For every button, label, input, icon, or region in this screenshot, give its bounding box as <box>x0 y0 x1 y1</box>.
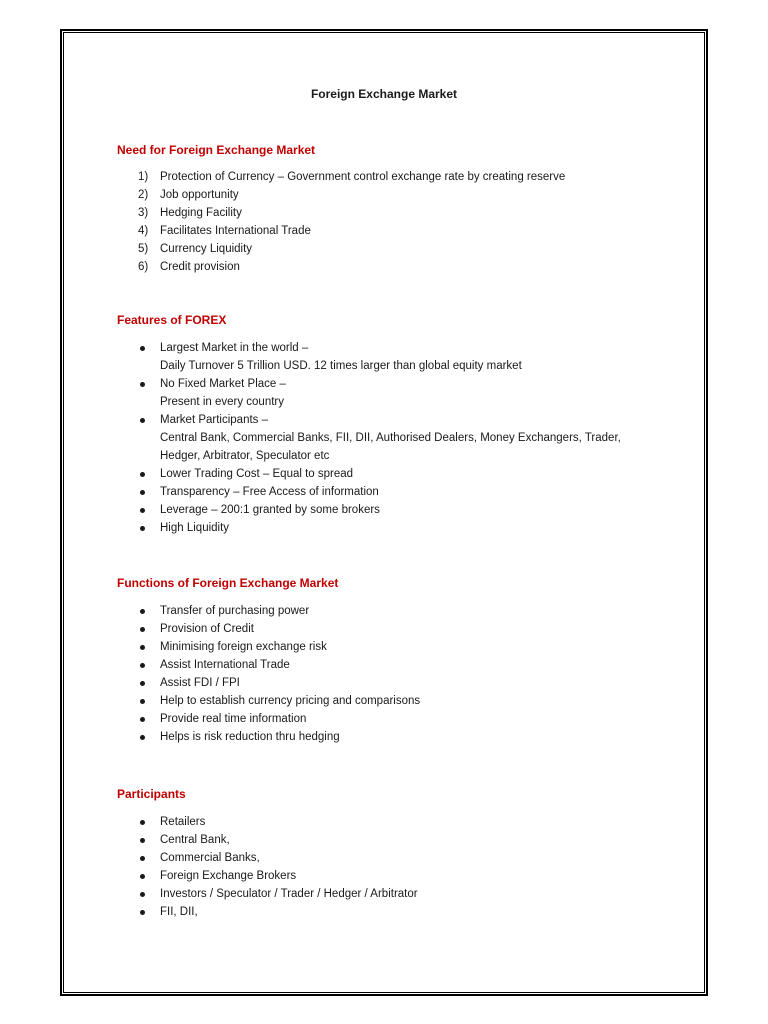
list-item-text: Market Participants – <box>160 414 269 426</box>
bullet-icon <box>140 508 145 513</box>
list-item <box>0 465 621 483</box>
list-item-text: Commercial Banks, <box>160 852 260 864</box>
list-item-text: Credit provision <box>160 261 240 273</box>
list-item <box>0 638 420 656</box>
bullet-icon <box>140 838 145 843</box>
bullet-icon <box>140 472 145 477</box>
list-item-text: Helps is risk reduction thru hedging <box>160 731 340 743</box>
list-item-text: Help to establish currency pricing and comparisons <box>160 695 421 707</box>
list-item <box>0 483 621 501</box>
bullet-icon <box>140 663 145 668</box>
list-item-text: Provision of Credit <box>160 623 254 635</box>
list-item-text: FII, DII, <box>160 906 198 918</box>
bullet-icon <box>140 892 145 897</box>
list-item <box>0 710 420 728</box>
list-item <box>0 411 621 465</box>
list-item-text: Investors / Speculator / Trader / Hedger / Arbitrator <box>160 888 418 900</box>
need-heading: Need for Foreign Exchange Market <box>117 143 316 157</box>
list-item-text: Largest Market in the world – <box>160 342 309 354</box>
list-item <box>0 339 621 375</box>
features-list <box>0 339 621 537</box>
bullet-icon <box>140 856 145 861</box>
list-item <box>0 849 418 867</box>
list-item-detail: Hedger, Arbitrator, Speculator etc <box>160 450 330 462</box>
list-item <box>0 240 565 258</box>
need-list <box>0 168 565 276</box>
list-item-text: Assist International Trade <box>160 659 290 671</box>
list-item-text: No Fixed Market Place – <box>160 378 286 390</box>
list-item-text: Lower Trading Cost – Equal to spread <box>160 468 354 480</box>
list-item <box>0 692 420 710</box>
list-item <box>0 519 621 537</box>
list-number: 3) <box>138 207 149 219</box>
list-item-text: Retailers <box>160 816 206 828</box>
bullet-icon <box>140 382 145 387</box>
bullet-icon <box>140 418 145 423</box>
list-item-text: Protection of Currency – Government control exchange rate by creating reserve <box>160 171 566 183</box>
bullet-icon <box>140 346 145 351</box>
features-heading: Features of FOREX <box>117 313 227 327</box>
list-item-text: High Liquidity <box>160 522 230 534</box>
list-item <box>0 375 621 411</box>
list-item-text: Central Bank, <box>160 834 230 846</box>
list-item <box>0 903 418 921</box>
list-item <box>0 885 418 903</box>
list-item <box>0 867 418 885</box>
bullet-icon <box>140 681 145 686</box>
list-item <box>0 656 420 674</box>
list-number: 4) <box>138 225 149 237</box>
bullet-icon <box>140 910 145 915</box>
list-number: 6) <box>138 261 149 273</box>
list-item <box>0 186 565 204</box>
bullet-icon <box>140 627 145 632</box>
list-item <box>0 602 420 620</box>
bullet-icon <box>140 820 145 825</box>
bullet-icon <box>140 735 145 740</box>
list-item <box>0 674 420 692</box>
list-item <box>0 222 565 240</box>
list-item-text: Transparency – Free Access of information <box>160 486 379 498</box>
bullet-icon <box>140 609 145 614</box>
list-item <box>0 168 565 186</box>
list-number: 2) <box>138 189 149 201</box>
bullet-icon <box>140 717 145 722</box>
list-item-text: Foreign Exchange Brokers <box>160 870 297 882</box>
list-item-detail: Present in every country <box>160 396 285 408</box>
bullet-icon <box>140 490 145 495</box>
list-item <box>0 258 565 276</box>
list-item-text: Leverage – 200:1 granted by some brokers <box>160 504 380 516</box>
list-number: 5) <box>138 243 149 255</box>
list-item-detail: Daily Turnover 5 Trillion USD. 12 times larger than global equity market <box>160 360 522 372</box>
list-item <box>0 813 418 831</box>
list-item-detail: Central Bank, Commercial Banks, FII, DII, Authorised Dealers, Money Exchangers, Trader, <box>160 432 621 444</box>
list-item <box>0 204 565 222</box>
bullet-icon <box>140 874 145 879</box>
list-item-text: Provide real time information <box>160 713 307 725</box>
functions-heading: Functions of Foreign Exchange Market <box>117 576 339 590</box>
document-title: Foreign Exchange Market <box>310 87 458 101</box>
list-item-text: Job opportunity <box>160 189 239 201</box>
bullet-icon <box>140 699 145 704</box>
list-item-text: Transfer of purchasing power <box>160 605 310 617</box>
list-item-text: Currency Liquidity <box>160 243 253 255</box>
participants-heading: Participants <box>117 787 186 801</box>
list-number: 1) <box>138 171 149 183</box>
list-item-text: Hedging Facility <box>160 207 242 219</box>
list-item <box>0 831 418 849</box>
list-item <box>0 501 621 519</box>
list-item <box>0 728 420 746</box>
list-item <box>0 620 420 638</box>
participants-list <box>0 813 418 921</box>
list-item-text: Minimising foreign exchange risk <box>160 641 327 653</box>
list-item-text: Assist FDI / FPI <box>160 677 240 689</box>
functions-list <box>0 602 420 746</box>
bullet-icon <box>140 526 145 531</box>
bullet-icon <box>140 645 145 650</box>
list-item-text: Facilitates International Trade <box>160 225 311 237</box>
